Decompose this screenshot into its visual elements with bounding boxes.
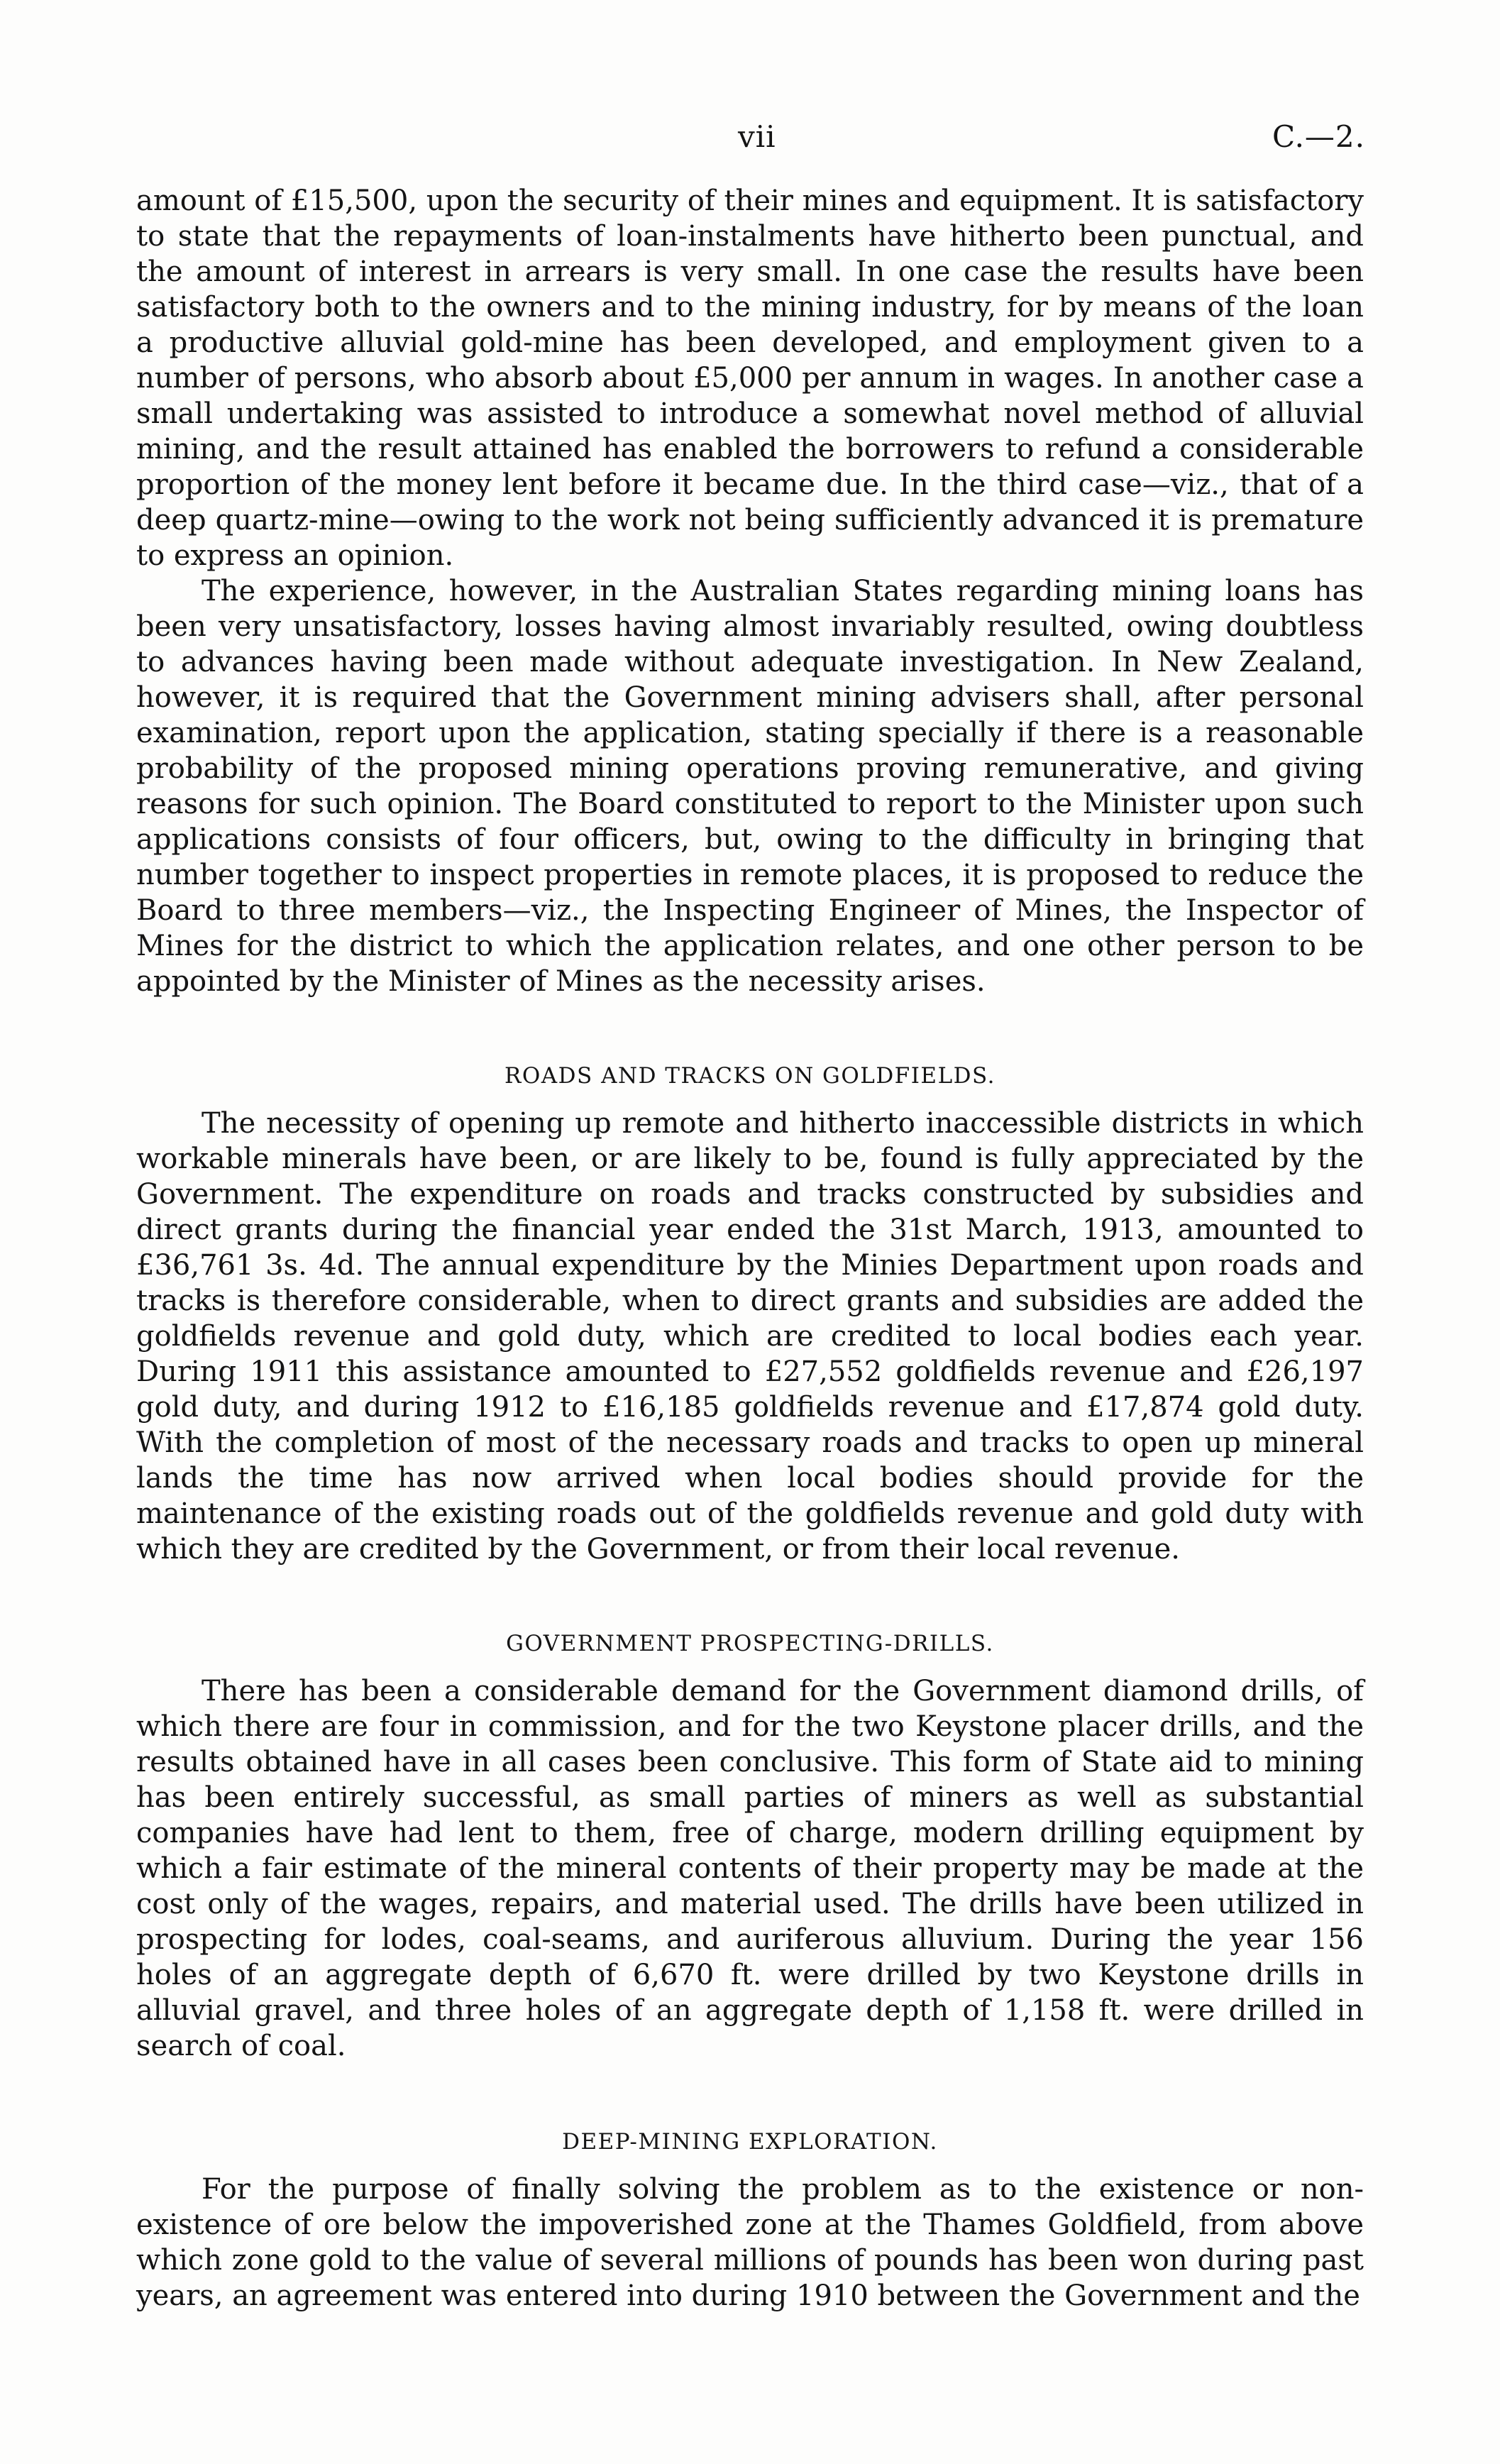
paragraph-prospecting-drills: There has been a considerable demand for the Government diamond drills, of which there are four in commission, and for the two Keystone placer drills, and the results obtained have in all cases been conclusive. This form of State aid to mining has been entirely successful, as small parties of miners as well as substantial companies have had lent to them, free of charge, modern drilling equipment by which a fair estimate of the mineral contents of their property may be made at the cost only of the wages, repairs, and material used. The drills have been utilized in prospecting for lodes, coal-seams, and auriferous alluvium. During the year 156 holes of an aggregate depth of 6,670 ft. were drilled by two Keystone drills in alluvial gravel, and three holes of an aggregate depth of 1,158 ft. were drilled in search of coal. <box>136 1675 1364 2062</box>
page-body <box>136 183 1364 2314</box>
section-heading-roads: ROADS AND TRACKS ON GOLDFIELDS. <box>504 1063 996 1089</box>
paragraph-australian-experience: The experience, however, in the Australian States regarding mining loans has been very unsatisfactory, losses having almost invariably resulted, owing doubtless to advances having been made without adequate investigation. In New Zealand, however, it is required that the Government mining advisers shall, after personal examination, report upon the application, stating specially if there is a reasonable probability of the proposed mining operations proving remunerative, and giving reasons for such opinion. The Board constituted to report to the Minister upon such applications consists of four officers, but, owing to the difficulty in bringing that number together to inspect properties in remote places, it is proposed to reduce the Board to three members—viz., the Inspecting Engineer of Mines, the Inspector of Mines for the district to which the application relates, and one other person to be appointed by the Minister of Mines as the necessity arises. <box>136 575 1364 998</box>
section-heading-deep-mining: DEEP-MINING EXPLORATION. <box>562 2129 938 2155</box>
paragraph-deep-mining: For the purpose of finally solving the problem as to the existence or non-existence of ore below the impoverished zone at the Thames Goldfield, from above which zone gold to the value of several millions of pounds has been won during past years, an agreement was entered into during 1910 between the Government and the <box>136 2173 1364 2312</box>
paragraph-roads-and-tracks: The necessity of opening up remote and hitherto inaccessible districts in which workable minerals have been, or are likely to be, found is fully appreciated by the Government. The expenditure on roads and tracks constructed by subsidies and direct grants during the financial year ended the 31st March, 1913, amounted to £36,761 3s. 4d. The annual expenditure by the Minies Department upon roads and tracks is therefore considerable, when to direct grants and subsidies are added the goldfields revenue and gold duty, which are credited to local bodies each year. During 1911 this assistance amounted to £27,552 goldfields revenue and £26,197 gold duty, and during 1912 to £16,185 goldfields revenue and £17,874 gold duty. With the completion of most of the necessary roads and tracks to open up mineral lands the time has now arrived when local bodies should provide for the maintenance of the existing roads out of the goldfields revenue and gold duty with which they are credited by the Government, or from their local revenue. <box>136 1107 1364 1566</box>
page-number: vii <box>738 119 776 154</box>
paragraph-mining-loans-continued: amount of £15,500, upon the security of their mines and equipment. It is satisfactory to state that the repayments of loan-instalments have hitherto been punctual, and the amount of interest in arrears is very small. In one case the results have been satisfactory both to the owners and to the mining industry, for by means of the loan a productive alluvial gold-mine has been developed, and employment given to a number of persons, who absorb about £5,000 per annum in wages. In another case a small undertaking was assisted to introduce a somewhat novel method of alluvial mining, and the result attained has enabled the borrowers to refund a considerable proportion of the money lent before it became due. In the third case—viz., that of a deep quartz-mine—owing to the work not being sufficiently advanced it is premature to express an opinion. <box>136 185 1364 572</box>
page-header <box>0 119 1500 162</box>
section-heading-drills: GOVERNMENT PROSPECTING-DRILLS. <box>506 1631 994 1656</box>
document-reference: C.—2. <box>1272 119 1365 154</box>
